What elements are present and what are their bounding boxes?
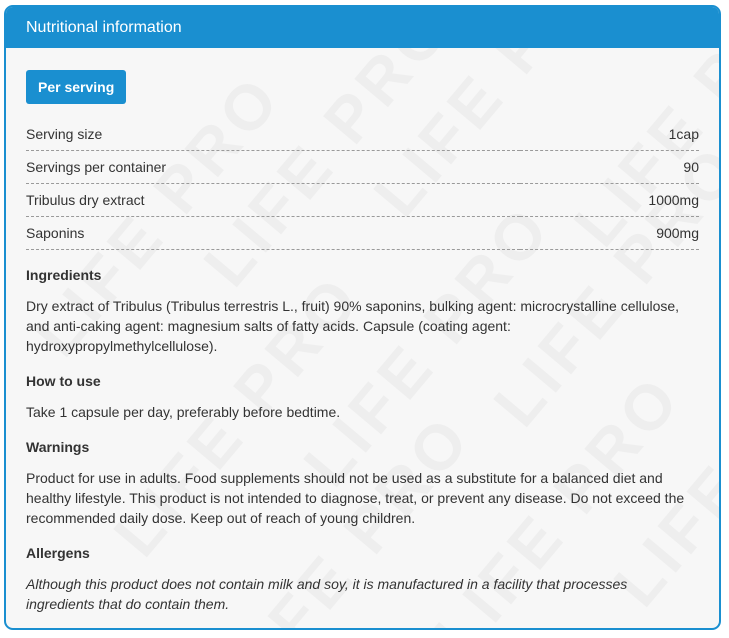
how-to-use-heading: How to use <box>26 373 101 389</box>
panel-title: Nutritional information <box>6 7 719 48</box>
allergens-heading: Allergens <box>26 545 90 561</box>
table-row <box>26 217 699 250</box>
fact-label: Serving size <box>26 126 103 142</box>
ingredients-text: Dry extract of Tribulus (Tribulus terrestris L., fruit) 90% saponins, bulking agent: microcrystalline cellulose, and anti-caking agent: magnesium salts of fatty acids. Capsule (coating agent: hydroxypropylmethylcellulose). <box>26 298 680 354</box>
fact-value: 900mg <box>656 225 699 241</box>
fact-label: Saponins <box>26 225 85 241</box>
per-serving-tab[interactable]: Per serving <box>26 70 126 104</box>
table-row <box>26 118 699 151</box>
panel-content <box>6 48 719 614</box>
nutrition-facts-table <box>26 118 699 250</box>
nutrition-panel <box>4 5 721 630</box>
fact-label: Servings per container <box>26 159 167 175</box>
how-to-use-text: Take 1 capsule per day, preferably before bedtime. <box>26 404 341 420</box>
fact-label: Tribulus dry extract <box>26 192 145 208</box>
allergens-text: Although this product does not contain milk and soy, it is manufactured in a facility that processes ingredients that do contain them. <box>26 576 628 612</box>
table-row <box>26 151 699 184</box>
warnings-text: Product for use in adults. Food supplements should not be used as a substitute for a balanced diet and healthy lifestyle. This product is not intended to diagnose, treat, or prevent any disease. Do not exceed the recommended daily dose. Keep out of reach of young children. <box>26 470 685 526</box>
table-row <box>26 184 699 217</box>
fact-value: 90 <box>683 159 699 175</box>
fact-value: 1000mg <box>648 192 699 208</box>
ingredients-heading: Ingredients <box>26 267 102 283</box>
fact-value: 1cap <box>668 126 699 142</box>
warnings-heading: Warnings <box>26 439 90 455</box>
